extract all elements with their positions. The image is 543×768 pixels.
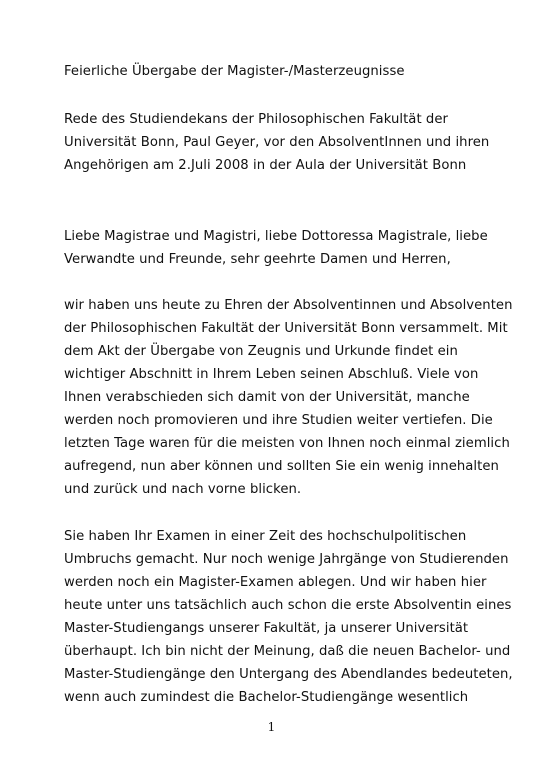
salutation-line: Liebe Magistrae und Magistri, liebe Dottoressa Magistrale, liebe (64, 229, 488, 244)
paragraph-line: heute unter uns tatsächlich auch schon die erste Absolventin eines (64, 598, 512, 613)
salutation-line: Verwandte und Freunde, sehr geehrte Damen und Herren, (64, 252, 451, 267)
paragraph-line: aufregend, nun aber können und sollten Sie ein wenig innehalten (64, 459, 499, 474)
paragraph-line: überhaupt. Ich bin nicht der Meinung, daß die neuen Bachelor- und (64, 644, 511, 659)
document-title: Feierliche Übergabe der Magister-/Masterzeugnisse (64, 64, 405, 79)
paragraph-line: wenn auch zumindest die Bachelor-Studiengänge wesentlich (64, 690, 469, 705)
paragraph-line: dem Akt der Übergabe von Zeugnis und Urkunde findet ein (64, 344, 458, 359)
paragraph-line: Master-Studiengangs unserer Fakultät, ja unserer Universität (64, 621, 469, 636)
paragraph-line: Umbruchs gemacht. Nur noch wenige Jahrgänge von Studierenden (64, 552, 509, 567)
paragraph-line: werden noch ein Magister-Examen ablegen. Und wir haben hier (64, 575, 487, 590)
subtitle-line: Universität Bonn, Paul Geyer, vor den AbsolventInnen und ihren (64, 135, 490, 150)
paragraph-line: Master-Studiengänge den Untergang des Abendlandes bedeuteten, (64, 667, 513, 682)
paragraph-line: der Philosophischen Fakultät der Universität Bonn versammelt. Mit (64, 321, 508, 336)
paragraph-line: wir haben uns heute zu Ehren der Absolventinnen und Absolventen (64, 298, 513, 313)
paragraph-line: werden noch promovieren und ihre Studien weiter vertiefen. Die (64, 413, 493, 428)
subtitle-line: Rede des Studiendekans der Philosophischen Fakultät der (64, 112, 448, 127)
paragraph-line: letzten Tage waren für die meisten von Ihnen noch einmal ziemlich (64, 436, 510, 451)
page-number: 1 (267, 720, 276, 734)
paragraph-line: und zurück und nach vorne blicken. (64, 482, 302, 497)
subtitle-line: Angehörigen am 2.Juli 2008 in der Aula der Universität Bonn (64, 158, 467, 173)
paragraph-line: Sie haben Ihr Examen in einer Zeit des hochschulpolitischen (64, 529, 467, 544)
paragraph-line: Ihnen verabschieden sich damit von der Universität, manche (64, 390, 470, 405)
paragraph-line: wichtiger Abschnitt in Ihrem Leben seinen Abschluß. Viele von (64, 367, 479, 382)
